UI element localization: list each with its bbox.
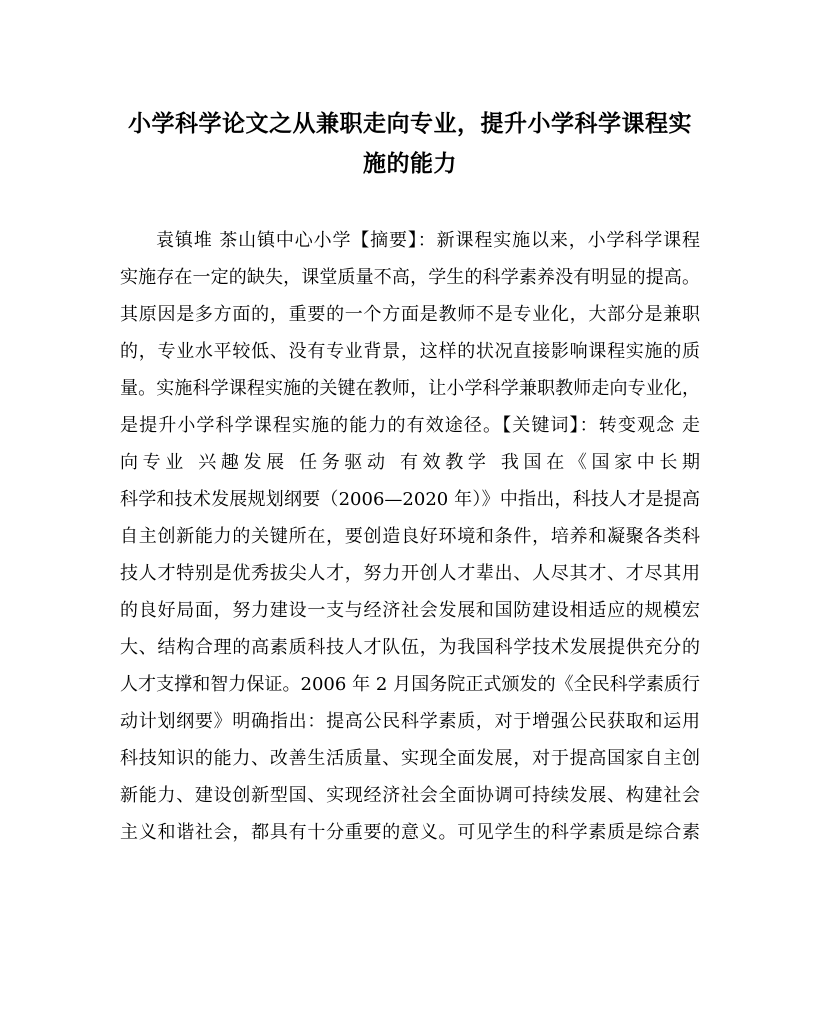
body-line-11: 的良好局面，努力建设一支与经济社会发展和国防建设相适应的规模宏 xyxy=(120,600,700,621)
body-line-5: 量。实施科学课程实施的关键在教师，让小学科学兼职教师走向专业化， xyxy=(120,378,700,399)
body-line-8: 科学和技术发展规划纲要（2006—2020 年）》中指出，科技人才是提高 xyxy=(120,489,700,510)
title-line-2: 施的能力 xyxy=(363,150,457,177)
body-line-15: 科技知识的能力、改善生活质量、实现全面发展，对于提高国家自主创 xyxy=(120,748,700,769)
body-line-12: 大、结构合理的高素质科技人才队伍，为我国科学技术发展提供充分的 xyxy=(120,637,700,658)
document-title xyxy=(118,104,702,184)
body-line-2: 实施存在一定的缺失，课堂质量不高，学生的科学素养没有明显的提高。 xyxy=(120,267,700,288)
document-body xyxy=(120,222,700,851)
body-line-6: 是提升小学科学课程实施的能力的有效途径。【关键词】：转变观念 走 xyxy=(120,415,700,436)
body-line-16: 新能力、建设创新型国、实现经济社会全面协调可持续发展、构建社会 xyxy=(120,785,700,806)
body-line-7: 向专业 兴趣发展 任务驱动 有效教学 我国在《国家中长期 xyxy=(120,452,700,473)
body-line-3: 其原因是多方面的，重要的一个方面是教师不是专业化，大部分是兼职 xyxy=(120,304,700,325)
body-line-14: 动计划纲要》明确指出：提高公民科学素质，对于增强公民获取和运用 xyxy=(120,711,700,732)
body-line-13: 人才支撑和智力保证。2006 年 2 月国务院正式颁发的《全民科学素质行 xyxy=(120,674,700,695)
body-line-4: 的，专业水平较低、没有专业背景，这样的状况直接影响课程实施的质 xyxy=(120,341,700,362)
body-line-9: 自主创新能力的关键所在，要创造良好环境和条件，培养和凝聚各类科 xyxy=(120,526,700,547)
body-line-1: 袁镇堆 茶山镇中心小学【摘要】：新课程实施以来，小学科学课程 xyxy=(156,230,700,251)
title-line-1: 小学科学论文之从兼职走向专业，提升小学科学课程实 xyxy=(128,110,692,137)
body-line-10: 技人才特别是优秀拔尖人才，努力开创人才辈出、人尽其才、才尽其用 xyxy=(120,563,700,584)
body-line-17: 主义和谐社会，都具有十分重要的意义。可见学生的科学素质是综合素 xyxy=(120,822,700,843)
